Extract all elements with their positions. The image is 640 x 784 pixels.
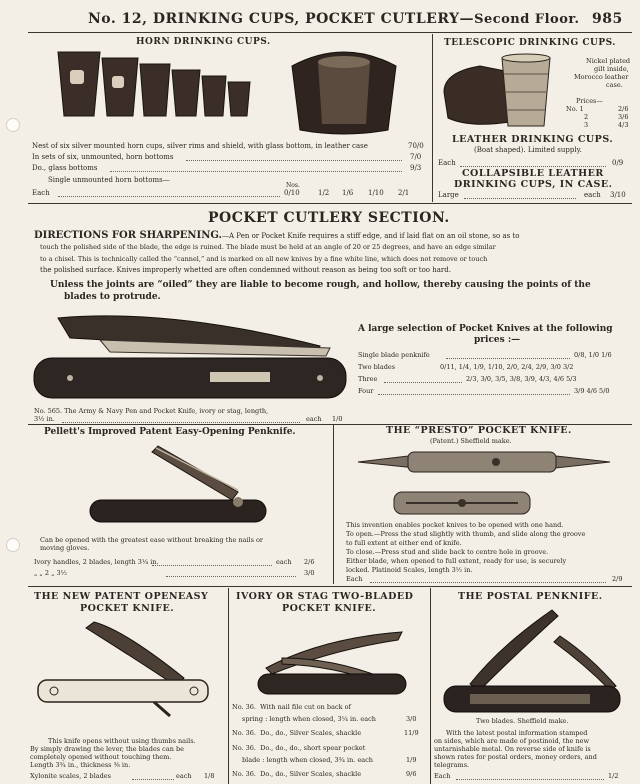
mid-vertical-divider	[333, 424, 334, 584]
selection-row-3-prices: 2/3, 3/0, 3/5, 3/8, 3/9, 4/3, 4/6 5/3	[466, 375, 577, 383]
telescopic-heading: TELESCOPIC DRINKING CUPS.	[444, 38, 616, 48]
army-navy-knife-illustration	[30, 308, 352, 404]
horn-cups-leather-case	[288, 42, 400, 134]
ivorystag-knife-illustration	[252, 628, 412, 698]
cutlery-heading: POCKET CUTLERY SECTION.	[208, 210, 450, 226]
collapsible-heading-2: DRINKING CUPS, IN CASE.	[454, 179, 613, 190]
presto-desc-4: To close.—Press stud and slide back to centre hole in groove.	[346, 548, 549, 556]
openeasy-desc-2: By simply drawing the lever, the blades can be	[30, 745, 184, 753]
telescopic-caption-3: Morocco leather	[574, 73, 629, 81]
ivorystag-row-3: No. 36. Do., do., Silver Scales, shackle	[232, 729, 362, 737]
ivorystag-heading-2: POCKET KNIFE.	[282, 603, 377, 614]
header-rule	[28, 32, 632, 33]
selection-row-2-label: Two blades	[358, 363, 396, 371]
presto-desc-2: To open.—Press the stud slightly with thumb, and slide along the groove	[346, 530, 586, 538]
pellett-knife-illustration	[88, 442, 270, 528]
mid-rule-2	[28, 586, 632, 587]
ivorystag-row-1: No. 36. With nail file cut on back of	[232, 703, 351, 711]
telescopic-cup-illustration	[440, 52, 564, 132]
postal-desc-4: shown rates for postal orders, money orders, and	[434, 753, 597, 761]
presto-knife-open-illustration	[356, 448, 612, 476]
oiled-line-1: Unless the joints are “oiled” they are liable to become rough, and hollow, thereby causing the points of the	[50, 280, 591, 290]
postal-knife-illustration	[440, 606, 624, 718]
page-title: No. 12, DRINKING CUPS, POCKET CUTLERY—Second Floor.	[88, 11, 580, 27]
openeasy-heading-1: THE NEW PATENT OPENEASY	[34, 591, 209, 602]
directions-line-2: touch the polished side of the blade, the edge is ruined. The blade must be held at an angle of 20 or 25 degrees, and have an edge similar	[40, 243, 496, 251]
openeasy-last-price: 1/8	[204, 772, 215, 780]
openeasy-heading-2: POCKET KNIFE.	[80, 603, 175, 614]
collapsible-large: Large	[438, 191, 459, 199]
army-navy-each: each	[306, 415, 322, 423]
horn-heading: HORN DRINKING CUPS.	[136, 37, 271, 47]
horn-cups-illustration	[56, 48, 256, 124]
selection-row-4-label: Four	[358, 387, 374, 395]
ivorystag-row-4: No. 36. Do., do., do., short spear pocket	[232, 744, 366, 752]
selection-row-1-prices: 0/8, 1/0 1/6	[574, 351, 612, 359]
horn-each-label: Each	[32, 189, 50, 197]
collapsible-price: 3/10	[610, 191, 626, 199]
ivorystag-heading-1: IVORY OR STAG TWO-BLADED	[236, 591, 414, 602]
bottom-divider-1	[228, 588, 229, 784]
horn-size-5: 2/1	[398, 189, 410, 197]
horn-line-1-price: 70/0	[408, 142, 424, 150]
horn-line-4: Single unmounted horn bottoms—	[48, 176, 170, 184]
army-navy-text: No. 565. The Army & Navy Pen and Pocket Knife, ivory or stag, length,	[34, 407, 269, 415]
presto-desc-6: locked. Platinoid Scales, length 3½ in.	[346, 566, 473, 574]
cutlery-top-rule	[28, 203, 632, 204]
pellett-row-1-price: 2/6	[304, 558, 315, 566]
horn-size-1: 0/10	[284, 189, 300, 197]
pellett-row-2-price: 3/0	[304, 569, 315, 577]
directions-line-3: to a chisel. This is technically called the “cannel,” and is marked on all new knives by a fine white line, which does not remove or touch	[40, 255, 488, 263]
leather-heading: LEATHER DRINKING CUPS.	[452, 134, 614, 145]
presto-heading: THE “PRESTO” POCKET KNIFE.	[386, 425, 572, 436]
pellett-row-2-label: „ „ 2 „ 3½	[34, 569, 67, 577]
presto-price: 2/9	[612, 575, 623, 583]
presto-knife-closed-illustration	[392, 490, 532, 516]
army-navy-length: 3½ in.	[34, 415, 55, 423]
punch-hole-top	[6, 118, 20, 132]
ivorystag-row-6-price: 9/6	[406, 770, 417, 778]
leather-each: Each	[438, 159, 456, 167]
presto-desc-1: This invention enables pocket knives to be opened with one hand.	[346, 521, 564, 529]
ivorystag-row-5-price: 1/9	[406, 756, 417, 764]
selection-row-4-prices: 3/9 4/6 5/0	[574, 387, 610, 395]
postal-desc-1: With the latest postal information stamped	[446, 729, 588, 737]
leather-sub: (Boat shaped). Limited supply.	[474, 146, 582, 154]
presto-desc-3: to full extent at either end of knife.	[346, 539, 462, 547]
telescopic-row-1-no: No. 1	[566, 105, 584, 113]
openeasy-knife-illustration	[34, 618, 218, 718]
postal-each: Each	[434, 772, 451, 780]
ivorystag-row-3-price: 11/9	[404, 729, 419, 737]
telescopic-caption-1: Nickel plated	[586, 57, 631, 65]
selection-heading-2: prices :—	[474, 335, 521, 345]
telescopic-row-3-price: 4/3	[618, 121, 629, 129]
presto-sub: (Patent.) Sheffield make.	[430, 437, 512, 445]
postal-desc-3: untarnishable metal. On reverse side of knife is	[434, 745, 591, 753]
punch-hole-bottom	[6, 538, 20, 552]
horn-size-4: 1/10	[368, 189, 384, 197]
oiled-line-2: blades to protrude.	[64, 292, 161, 302]
collapsible-each: each	[584, 191, 601, 199]
top-section-divider	[432, 34, 433, 202]
horn-size-2: 1/2	[318, 189, 330, 197]
ivorystag-row-5: blade : length when closed, 3¾ in. each	[242, 756, 373, 764]
page-number: 985	[592, 11, 623, 27]
ivorystag-row-2-price: 3/0	[406, 715, 417, 723]
selection-row-2-prices: 0/11, 1/4, 1/9, 1/10, 2/0, 2/4, 2/9, 3/0 3/2	[440, 363, 574, 371]
selection-row-3-label: Three	[358, 375, 378, 383]
ivorystag-row-2: spring : length when closed, 3¼ in. each	[242, 715, 376, 723]
selection-heading-1: A large selection of Pocket Knives at the following	[358, 324, 613, 334]
bottom-divider-2	[430, 588, 431, 784]
horn-line-3: Do., glass bottoms	[32, 164, 98, 172]
postal-price: 1/2	[608, 772, 619, 780]
army-navy-price: 1/0	[332, 415, 343, 423]
openeasy-desc-4: Length 3¾ in., thickness ⅜ in.	[30, 761, 131, 769]
pellett-row-1-each: each	[276, 558, 292, 566]
openeasy-last-each: each	[176, 772, 192, 780]
postal-desc-5: telegrams.	[434, 761, 470, 769]
telescopic-caption-4: case.	[606, 81, 623, 89]
telescopic-caption-2: gilt inside,	[594, 65, 629, 73]
horn-line-3-price: 9/3	[410, 164, 422, 172]
telescopic-row-2-price: 3/6	[618, 113, 629, 121]
presto-desc-5: Either blade, when opened to full extent, ready for use, is securely	[346, 557, 567, 565]
directions-line-1: DIRECTIONS FOR SHARPENING.—A Pen or Pocket Knife requires a stiff edge, and if laid flat on an oil stone, so as to	[34, 230, 520, 241]
horn-size-3: 1/6	[342, 189, 354, 197]
telescopic-row-3-no: 3	[584, 121, 589, 129]
horn-line-1: Nest of six silver mounted horn cups, silver rims and shield, with glass bottom, in leather case	[32, 142, 368, 150]
pellett-desc-1: Can be opened with the greatest ease without breaking the nails or	[40, 536, 263, 544]
pellett-desc-2: moving gloves.	[40, 544, 90, 552]
presto-each: Each	[346, 575, 363, 583]
openeasy-desc-1: This knife opens without using thumbs nails.	[48, 737, 196, 745]
horn-line-2-price: 7/0	[410, 153, 422, 161]
openeasy-desc-3: completely opened without touching them.	[30, 753, 172, 761]
leather-price: 0/9	[612, 159, 624, 167]
postal-sub: Two blades. Sheffield make.	[476, 717, 569, 725]
telescopic-prices-label: Prices—	[576, 97, 603, 105]
horn-sizes-label: Nos.	[286, 182, 300, 189]
selection-row-1-label: Single blade penknife	[358, 351, 430, 359]
postal-heading: THE POSTAL PENKNIFE.	[458, 591, 603, 602]
ivorystag-row-6: No. 36. Do., do., Silver Scales, shackle	[232, 770, 362, 778]
pellett-heading: Pellett's Improved Patent Easy-Opening Penknife.	[44, 427, 296, 437]
pellett-row-1-label: Ivory handles, 2 blades, length 3¼ in.	[34, 558, 159, 566]
directions-label: DIRECTIONS FOR SHARPENING.	[34, 230, 223, 241]
postal-desc-2: on sides, which are made of postinoid, the new	[434, 737, 590, 745]
openeasy-last-label: Xylonite scales, 2 blades	[30, 772, 111, 780]
horn-line-2: In sets of six, unmounted, horn bottoms	[32, 153, 174, 161]
telescopic-row-1-price: 2/6	[618, 105, 629, 113]
directions-line-4: the polished surface. Knives improperly whetted are often condemned without reason as being too soft or too hard.	[40, 266, 451, 274]
collapsible-heading-1: COLLAPSIBLE LEATHER	[462, 168, 604, 179]
telescopic-row-2-no: 2	[584, 113, 589, 121]
